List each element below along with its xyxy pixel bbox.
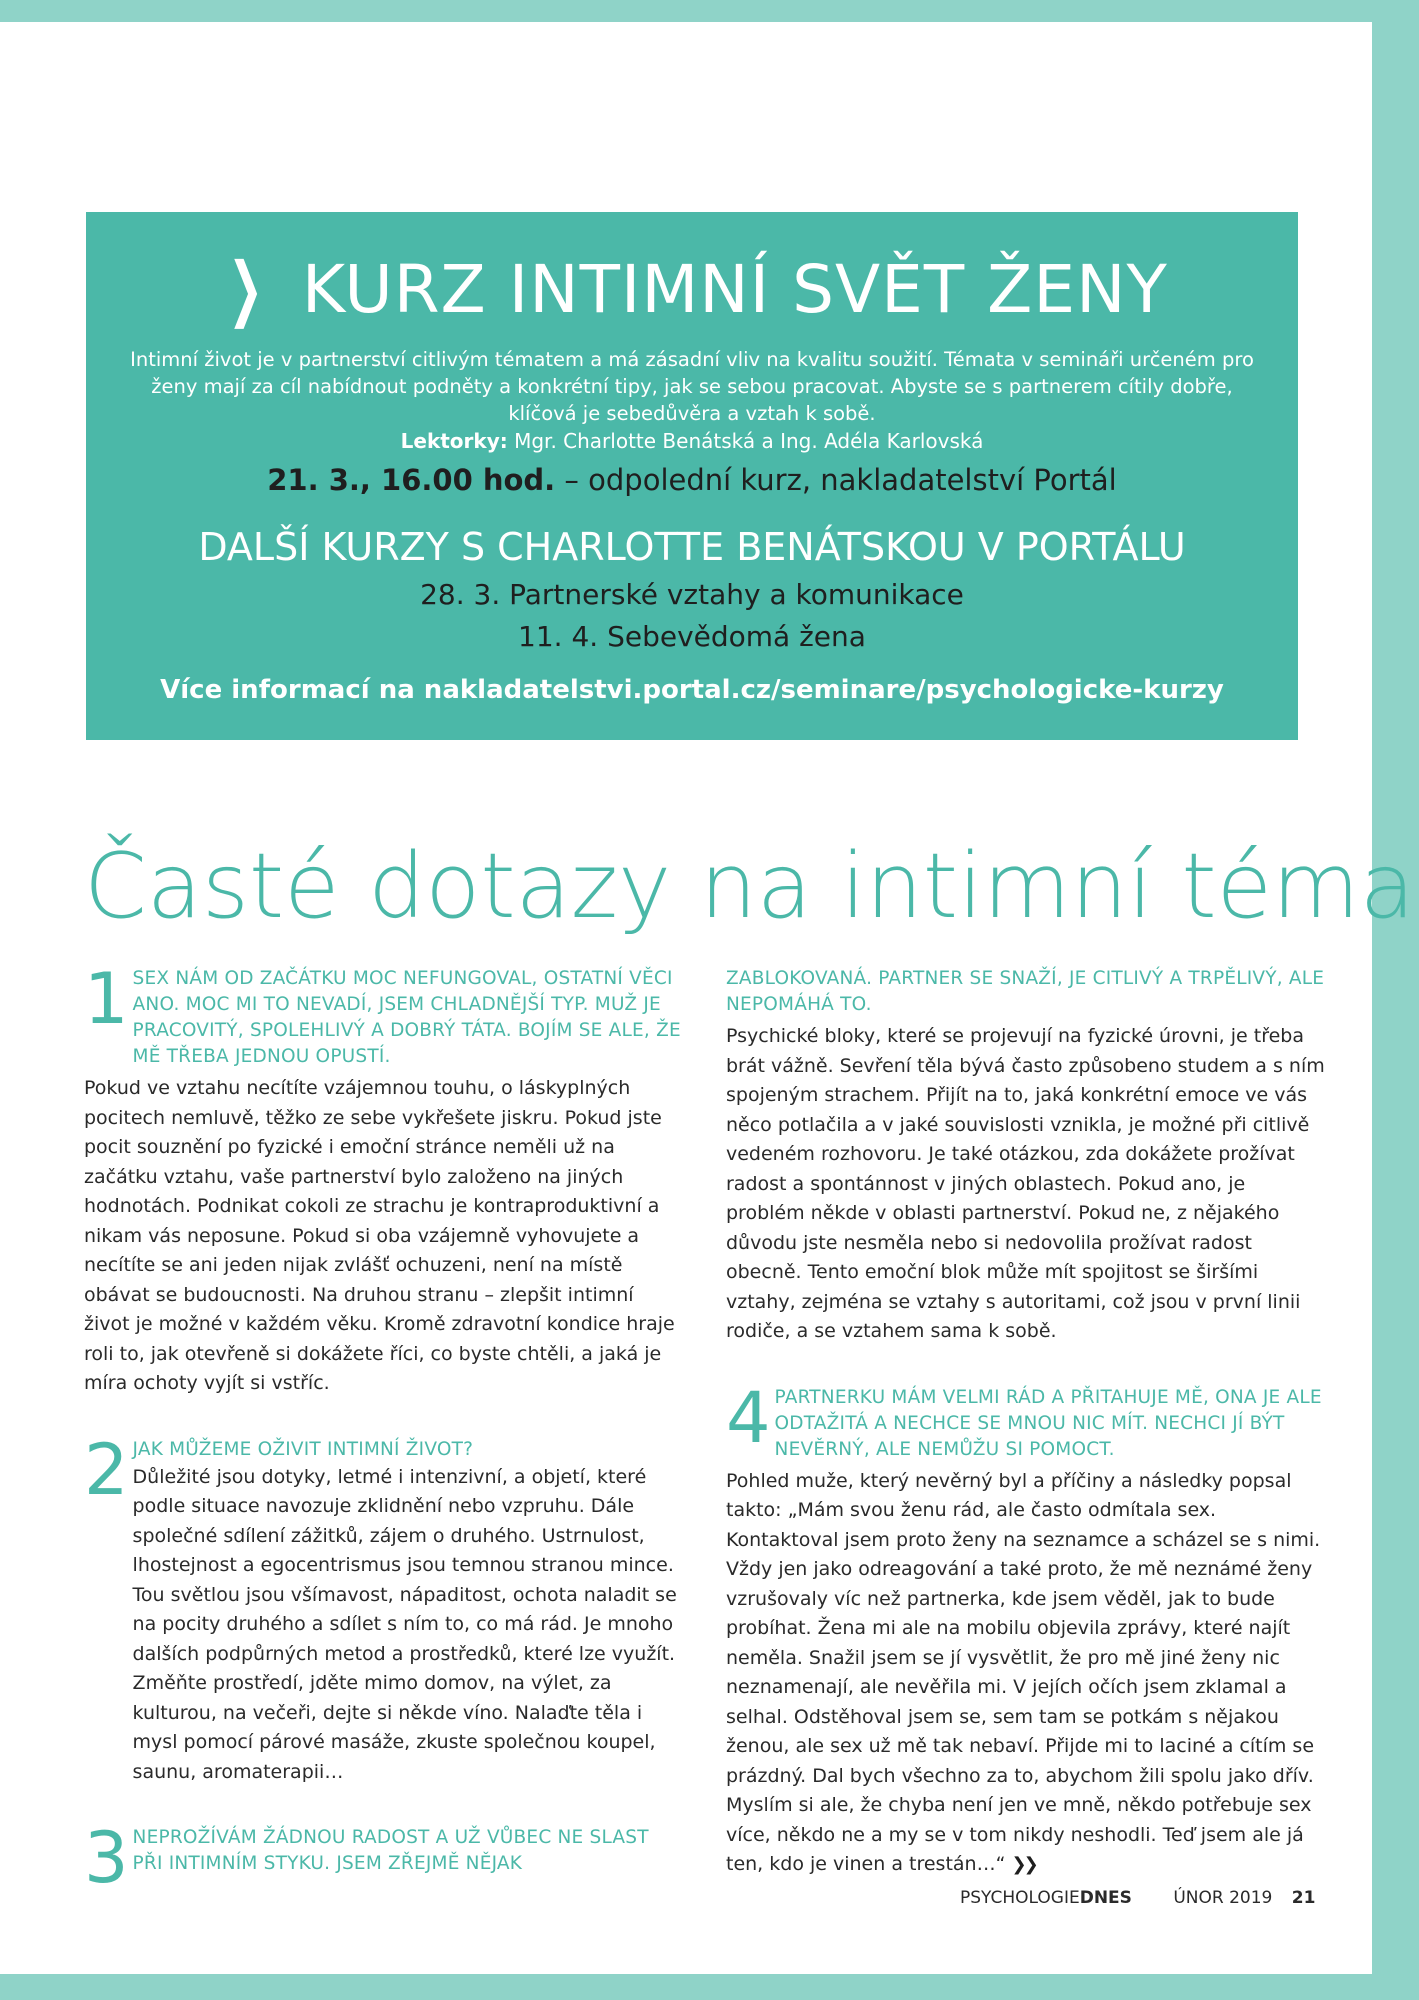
- magazine-brand: [960, 1888, 1132, 1908]
- more-course-item: 28. 3. Partnerské vztahy a komunikace: [420, 578, 964, 611]
- question-text: SEX NÁM OD ZAČÁTKU MOC NEFUNGOVAL, OSTATNÍ VĚCI ANO. MOC MI TO NEVADÍ, JSEM CHLADNĚJŠÍ TYP. MUŽ JE PRACOVITÝ, SPOLEHLIVÝ A DOBRÝ TÁTA. BOJÍM SE ALE, ŽE MĚ TŘEBA JEDNOU OPUSTÍ.: [132, 968, 681, 1067]
- question-text-continued: ZABLOKOVANÁ. PARTNER SE SNAŽÍ, JE CITLIVÝ A TRPĚLIVÝ, ALE NEPOMÁHÁ TO.: [726, 968, 1325, 1015]
- question-number: 1: [84, 958, 129, 1040]
- more-courses-title: DALŠÍ KURZY S CHARLOTTE BENÁTSKOU V PORTÁLU: [198, 525, 1186, 569]
- continue-arrow-icon: ❯❯: [1011, 1854, 1036, 1875]
- answer-text: Důležité jsou dotyky, letmé i intenzivní, a objetí, které podle situace navozuje zklidnění nebo vzpruhu. Dále společné sdílení zážitků, zájem o druhého. Ustrnulost, lhostejnost a egocentrismus jsou temnou stranou mince. Tou světlou jsou všímavost, nápaditost, ochota naladit se na pocity druhého a sdílet s ním to, co má rád. Je mnoho dalších podpůrných metod a prostředků, které lze využít. Změňte prostředí, jděte mimo domov, na výlet, za kulturou, na večeři, dejte si někde víno. Nalaďte těla i mysl pomocí párové masáže, zkuste společnou koupel, saunu, aromaterapii…: [132, 1465, 677, 1783]
- question-text: NEPROŽÍVÁM ŽÁDNOU RADOST A UŽ VŮBEC NE SLAST PŘI INTIMNÍM STYKU. JSEM ZŘEJMĚ NĚJAK: [132, 1827, 649, 1874]
- question-1: [84, 958, 684, 1070]
- answer-text: Pokud ve vztahu necítíte vzájemnou touhu, o láskyplných pocitech nemluvě, těžko ze sebe vykřešete jiskru. Pokud jste pocit souznění po fyzické i emoční stránce neměli už na začátku vztahu, vaše partnerství bylo založeno na jiných hodnotách. Podnikat cokoli ze strachu je kontraproduktivní a nikam vás neposune. Pokud si oba vzájemně vyhovujete a necítíte se ani jeden nijak zvlášť ochuzeni, není na místě obávat se budoucnosti. Na druhou stranu – zlepšit intimní život je možné v každém věku. Kromě zdravotní kondice hraje roli to, jak otevřeně si dokážete říci, co byste chtěli, a jaká je míra ochoty vyjít si vstříc.: [84, 1077, 675, 1394]
- question-2-body: [133, 1437, 684, 1788]
- question-text: JAK MŮŽEME OŽIVIT INTIMNÍ ŽIVOT?: [132, 1438, 474, 1460]
- lecturers-line: [86, 428, 1298, 454]
- question-number: 4: [726, 1376, 771, 1459]
- faq-item-4: [726, 1376, 1326, 1880]
- banner-title-row: [86, 248, 1298, 330]
- magazine-page: [0, 22, 1415, 1974]
- page-number: 21: [1291, 1888, 1316, 1908]
- more-course-item: 11. 4. Sebevědomá žena: [518, 620, 866, 653]
- lecturers-names: Mgr. Charlotte Benátská a Ing. Adéla Karlovská: [514, 429, 984, 453]
- faq-item-2: [84, 1428, 684, 1788]
- faq-item-3-start: [84, 1817, 684, 1899]
- issue-date: ÚNOR 2019: [1173, 1888, 1273, 1908]
- banner-intro: Intimní život je v partnerství citlivým tématem a má zásadní vliv na kvalitu soužití. Témata v semináři určeném pro ženy mají za cíl nabídnout podněty a konkrétní tipy, jak se sebou pracovat. Abyste se s partnerem cítily dobře, klíčová je sebedůvěra a vztah k sobě.: [130, 348, 1254, 425]
- faq-item-3-end: [726, 966, 1326, 1347]
- brand-light: PSYCHOLOGIE: [960, 1888, 1080, 1908]
- question-2: [84, 1428, 684, 1788]
- article-column-left: [84, 958, 684, 1927]
- article-column-right: [726, 966, 1326, 1918]
- brand-bold: DNES: [1079, 1888, 1132, 1908]
- question-4: [726, 1376, 1326, 1463]
- course-date: 21. 3., 16.00 hod.: [267, 463, 556, 497]
- question-3: [84, 1817, 684, 1899]
- lecturers-label: Lektorky:: [400, 429, 508, 453]
- question-number: 3: [84, 1817, 129, 1899]
- chevron-right-icon: ❯: [228, 247, 264, 329]
- course-date-line: [86, 460, 1298, 500]
- answer-text: Pohled muže, který nevěrný byl a příčiny a následky popsal takto: „Mám svou ženu rád, ale často odmítala sex. Kontaktoval jsem proto ženy na seznamce a scházel se s nimi. Vždy jen jako odreagování a také proto, že mě neznámé ženy vzrušovaly víc než partnerka, kde jsem věděl, jak to bude probíhat. Žena mi ale na mobilu objevila zprávy, které najít neměla. Snažil jsem se jí vysvětlit, že pro mě jiné ženy nic neznamenají, ale nevěřila mi. V jejích očích jsem zklamal a selhal. Odstěhoval jsem se, sem tam se potkám s nějakou ženou, ale sex už mě tak nebaví. Přijde mi to laciné a cítím se prázdný. Dal bych všechno za to, abychom žili spolu jako dřív. Myslím si ale, že chyba není jen ve mně, někdo potřebuje sex více, někdo ne a my se v tom nikdy neshodli. Teď jsem ale já ten, kdo je vinen a trestán…“: [726, 1469, 1321, 1875]
- more-info-link[interactable]: Více informací na nakladatelstvi.portal.cz/seminare/psychologicke-kurzy: [160, 675, 1224, 705]
- question-number: 2: [84, 1428, 129, 1511]
- course-date-details: – odpolední kurz, nakladatelství Portál: [564, 463, 1117, 497]
- question-text: PARTNERKU MÁM VELMI RÁD A PŘITAHUJE MĚ, ONA JE ALE ODTAŽITÁ A NECHCE SE MNOU NIC MÍT. NECHCI JÍ BÝT NEVĚRNÝ, ALE NEMŮŽU SI POMOCT.: [774, 1386, 1322, 1460]
- answer-paragraph: [726, 1467, 1326, 1880]
- answer-text: Psychické bloky, které se projevují na fyzické úrovni, je třeba brát vážně. Sevření těla bývá často způsobeno studem a s ním spojeným strachem. Přijít na to, jaká konkrétní emoce ve vás něco potlačila a v jaké souvislosti vznikla, je možné při citlivě vedeném rozhovoru. Je také otázkou, zda dokážete prožívat radost a spontánnost v jiných oblastech. Pokud ano, je problém někde v oblasti partnerství. Pokud ne, z nějakého důvodu jste nesměla nebo si nedovolila prožívat radost obecně. Tento emoční blok může mít spojitost se širšími vztahy, zejména se vztahy s autoritami, což jsou v první linii rodiče, a se vztahem sama k sobě.: [726, 1025, 1325, 1342]
- article-headline: Časté dotazy na intimní téma: [84, 834, 1415, 939]
- banner-title: KURZ INTIMNÍ SVĚT ŽENY: [301, 251, 1168, 328]
- faq-item-1: [84, 958, 684, 1399]
- page-footer: [960, 1888, 1315, 1908]
- course-banner: [86, 212, 1298, 740]
